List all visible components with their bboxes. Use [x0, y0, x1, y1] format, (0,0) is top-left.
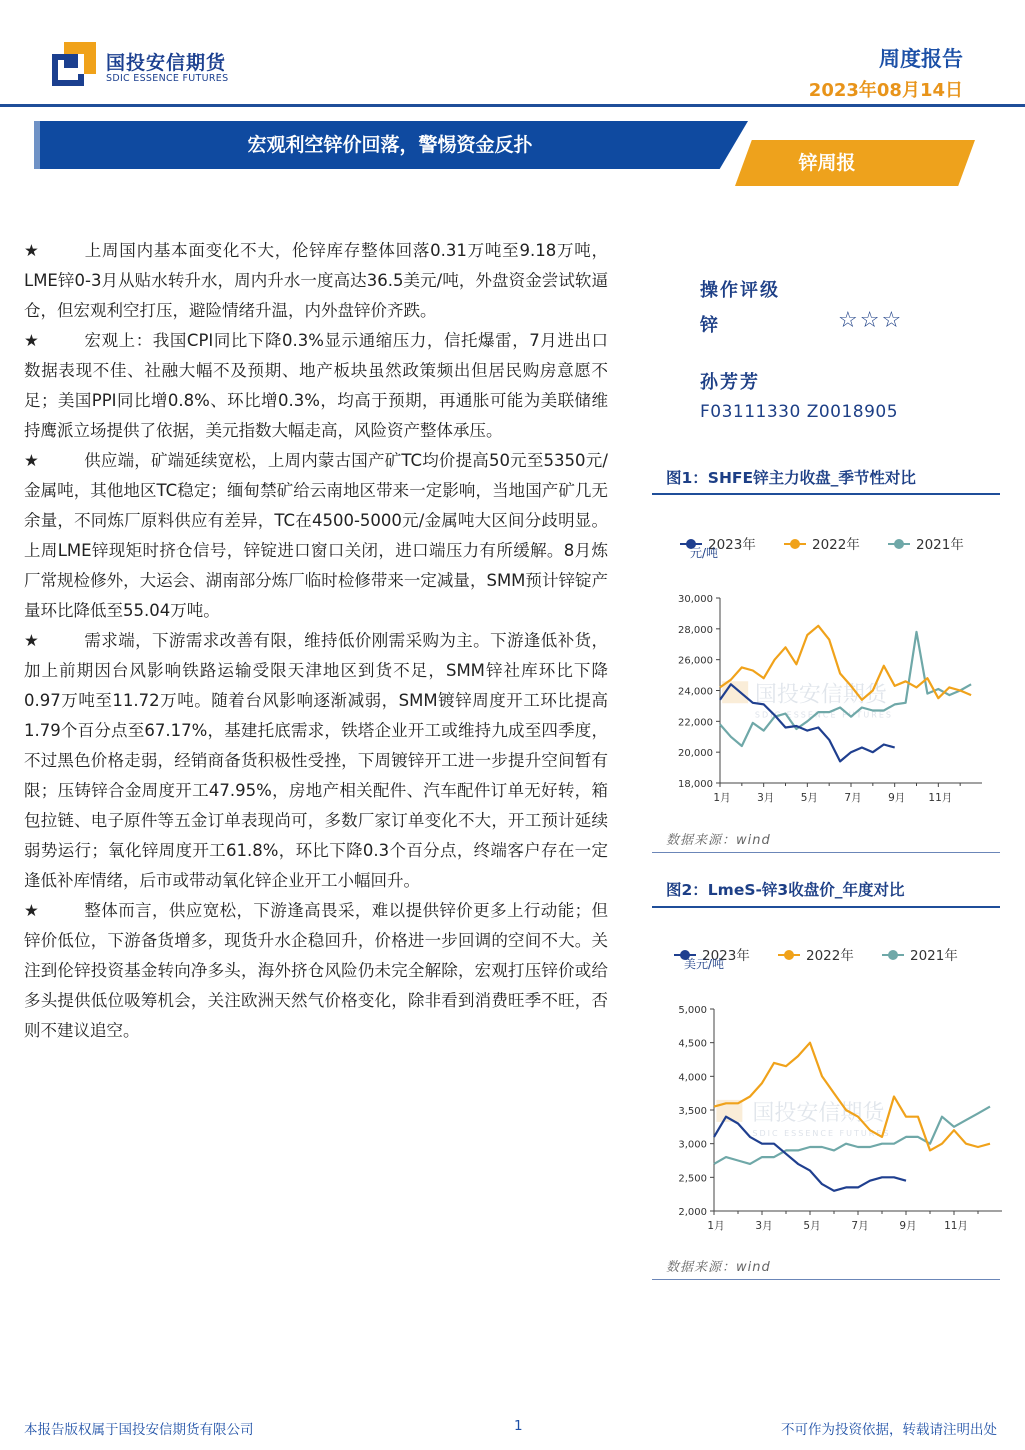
footer-disclaimer: 不可作为投资依据，转载请注明出处 [781, 1422, 997, 1438]
paragraph-text: 需求端，下游需求改善有限，维持低价刚需采购为主。下游逢低补货，加上前期因台风影响铁路运输受限天津地区到货不足，SMM锌社库环比下降0.97万吨至11.72万吨。随着台风影响逐渐减弱，SMM镀锌周度开工环比提高1.79个百分点至67.17%，基建托底需求，铁塔企业开工或维持九成至四季度，不过黑色价格走弱，经销商备货积极性受挫，下周镀锌开工进一步提升空间暂有限；压铸锌合金周度开工47.95%，房地产相关配件、汽车配件订单无好转，箱包拉链、电子原件等五金订单表现尚可，多数厂家订单变化不大，开工预计延续弱势运行；氧化锌周度开工61.8%，环比下降0.3个百分点，终端客户存在一定逢低补库情绪，后市或带动氧化锌企业开工小幅回升。 [24, 631, 608, 890]
star-bullet-icon: ★ [24, 331, 39, 350]
body-paragraph [24, 626, 608, 896]
x-tick-label: 5月 [800, 792, 818, 804]
rating-label: 操作评级 [700, 280, 780, 301]
paragraph-text: 整体而言，供应宽松，下游逢高畏采，难以提供锌价更多上行动能；但锌价低位，下游备货增多，现货升水企稳回升，价格进一步回调的空间不大。关注到伦锌投资基金转向净多头，海外挤仓风险仍未完全解除，宏观打压锌价或给多头提供低位吸筹机会，关注欧洲天然气价格变化，除非看到消费旺季不旺，否则不建议追空。 [24, 901, 608, 1040]
star-bullet-icon: ★ [24, 631, 39, 650]
figure-1-rule [652, 493, 1000, 495]
x-tick-label: 11月 [928, 792, 953, 804]
figure-1-source: 数据来源：wind [666, 833, 771, 848]
y-tick-label: 5,000 [678, 1005, 707, 1016]
y-tick-label: 18,000 [678, 779, 713, 790]
x-tick-label: 3月 [757, 792, 775, 804]
footer-copyright: 本报告版权属于国投安信期货有限公司 [24, 1422, 254, 1438]
legend-label: 2023年 [702, 948, 750, 964]
y-axis-unit: 元/吨 [690, 546, 719, 560]
report-type: 周度报告 [879, 47, 963, 71]
figure-1-title: 图1：SHFE锌主力收盘_季节性对比 [666, 469, 916, 487]
legend-label: 2022年 [812, 537, 860, 553]
y-axis-unit: 美元/吨 [684, 957, 725, 971]
star-bullet-icon: ★ [24, 241, 39, 260]
x-tick-label: 9月 [899, 1220, 917, 1232]
legend-label: 2021年 [916, 537, 964, 553]
x-tick-label: 7月 [851, 1220, 869, 1232]
figure-2-title: 图2：LmeS-锌3收盘价_年度对比 [666, 881, 905, 899]
y-tick-label: 26,000 [678, 655, 713, 667]
paragraph-text: 供应端，矿端延续宽松，上周内蒙古国产矿TC均价提高50元至5350元/金属吨，其他地区TC稳定；缅甸禁矿给云南地区带来一定影响，当地国产矿几无余量，不同炼厂原料供应有差异，TC在4500-5000元/金属吨大区间分歧明显。上周LME锌现矩时挤仓信号，锌锭进口窗口关闭，进口端压力有所缓解。8月炼厂常规检修外，大运会、湖南部分炼厂临时检修带来一定减量，SMM预计锌锭产量环比降低至55.04万吨。 [24, 451, 608, 620]
page-number: 1 [514, 1418, 523, 1434]
y-tick-label: 20,000 [678, 748, 713, 760]
y-tick-label: 22,000 [678, 717, 713, 729]
figure-2-source: 数据来源：wind [666, 1260, 771, 1275]
y-tick-label: 3,500 [678, 1106, 707, 1117]
paragraph-text: 宏观上：我国CPI同比下降0.3%显示通缩压力，信托爆雷，7月进出口数据表现不佳、社融大幅不及预期、地产板块虽然政策频出但居民购房意愿不足；美国PPI同比增0.8%、环比增0.3%，均高于预期，再通胀可能为美联储维持鹰派立场提供了依据，美元指数大幅走高，风险资产整体承压。 [24, 331, 608, 440]
legend-marker [790, 539, 800, 549]
y-tick-label: 30,000 [678, 594, 713, 605]
company-logo [52, 42, 232, 88]
legend-marker [888, 950, 898, 960]
x-tick-label: 3月 [755, 1220, 773, 1232]
watermark-text: 国投安信期货 [752, 1100, 885, 1126]
legend-label: 2023年 [708, 537, 756, 553]
y-tick-label: 28,000 [678, 624, 713, 636]
body-paragraph [24, 236, 608, 326]
watermark-subtext: SDIC ESSENCE FUTURES [752, 1128, 891, 1138]
report-body [24, 236, 608, 1046]
body-paragraph [24, 446, 608, 626]
body-paragraph [24, 326, 608, 446]
y-tick-label: 4,000 [678, 1072, 707, 1084]
watermark-subtext: SDIC ESSENCE FUTURES [754, 710, 893, 720]
header-divider [0, 104, 1025, 107]
body-paragraph [24, 896, 608, 1046]
logo-text-cn: 国投安信期货 [106, 52, 227, 74]
x-tick-label: 7月 [844, 792, 862, 804]
rating-item: 锌 [700, 315, 718, 336]
x-tick-label: 9月 [888, 792, 906, 804]
y-tick-label: 2,000 [678, 1207, 707, 1218]
star-bullet-icon: ★ [24, 901, 39, 920]
x-tick-label: 1月 [707, 1220, 725, 1232]
figure-1-chart [650, 528, 1000, 818]
legend-marker [894, 539, 904, 549]
y-tick-label: 24,000 [678, 686, 713, 698]
figure-2-bottom-rule [652, 1279, 1000, 1280]
x-tick-label: 5月 [803, 1220, 821, 1232]
series-line [714, 1117, 906, 1191]
legend-marker [784, 950, 794, 960]
report-date: 2023年08月14日 [808, 80, 963, 101]
figure-2-chart [650, 938, 1010, 1238]
legend-label: 2021年 [910, 948, 958, 964]
y-tick-label: 2,500 [678, 1173, 707, 1185]
watermark-text: 国投安信期货 [754, 682, 887, 708]
analyst-ids: F03111330 Z0018905 [700, 402, 899, 422]
y-tick-label: 3,000 [678, 1139, 707, 1151]
x-tick-label: 11月 [944, 1220, 968, 1232]
x-tick-label: 1月 [713, 792, 731, 804]
figure-1-bottom-rule [652, 852, 1000, 853]
figure-2-rule [652, 906, 1000, 908]
report-title: 宏观利空锌价回落，警惕资金反扑 [247, 134, 533, 156]
y-tick-label: 4,500 [678, 1038, 707, 1050]
logo-text-en: SDIC ESSENCE FUTURES [106, 73, 229, 84]
logo-mark-icon [52, 42, 96, 86]
report-subtitle: 锌周报 [798, 152, 856, 174]
legend-label: 2022年 [806, 948, 854, 964]
star-bullet-icon: ★ [24, 451, 39, 470]
paragraph-text: 上周国内基本面变化不大，伦锌库存整体回落0.31万吨至9.18万吨，LME锌0-3月从贴水转升水，周内升水一度高达36.5美元/吨，外盘资金尝试软逼仓，但宏观利空打压，避险情绪升温，内外盘锌价齐跌。 [24, 241, 608, 320]
analyst-name: 孙芳芳 [700, 372, 760, 393]
rating-stars-icon: ☆☆☆ [838, 308, 904, 333]
